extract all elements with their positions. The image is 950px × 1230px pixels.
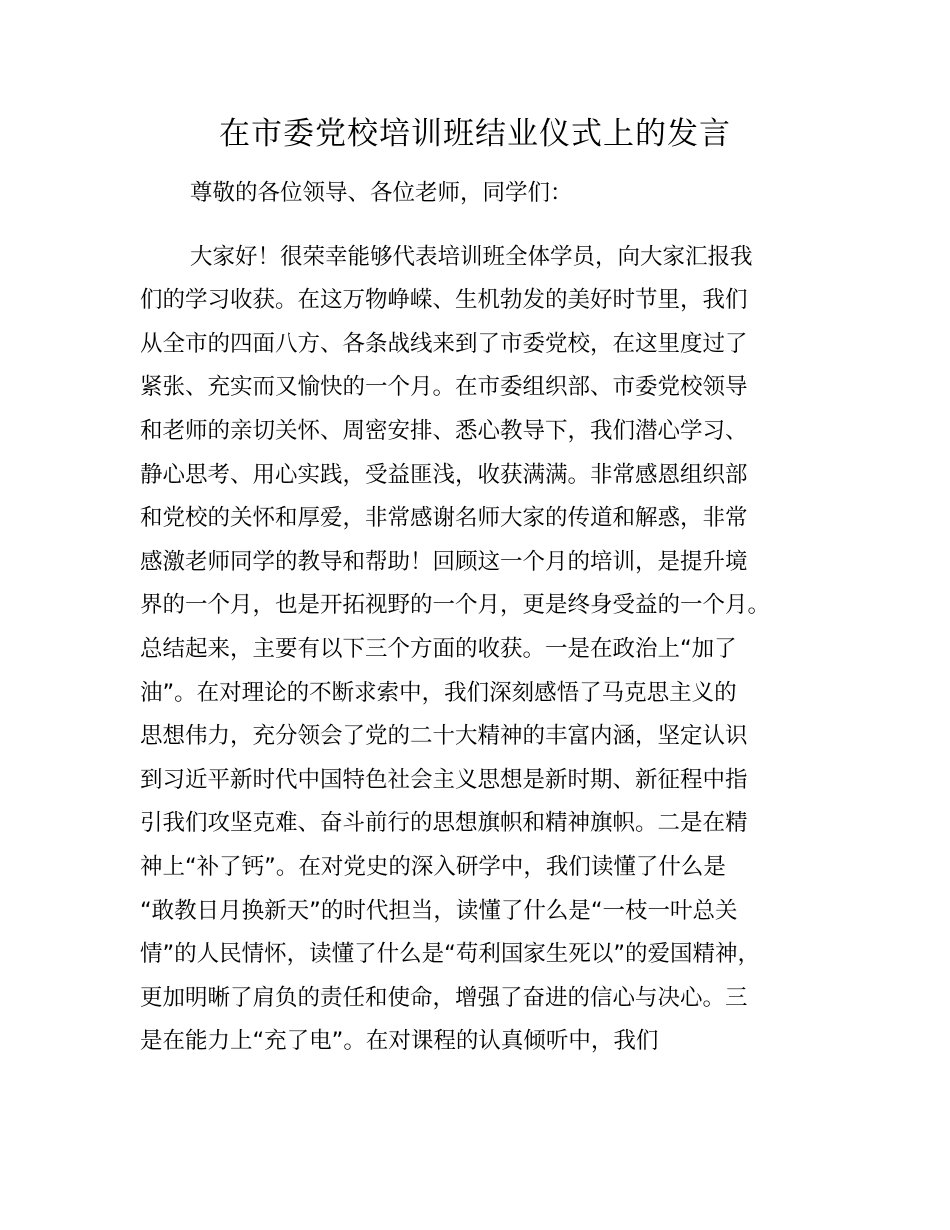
- paragraph-line: 紧张、充实而又愉快的一个月。在市委组织部、市委党校领导: [140, 374, 748, 401]
- paragraph-line: 大家好！很荣幸能够代表培训班全体学员，向大家汇报我: [190, 243, 753, 270]
- paragraph-line: 们的学习收获。在这万物峥嵘、生机勃发的美好时节里，我们: [140, 287, 748, 314]
- paragraph-line: 静心思考、用心实践，受益匪浅，收获满满。非常感恩组织部: [140, 461, 748, 488]
- paragraph-line: 到习近平新时代中国特色社会主义思想是新时期、新征程中指: [140, 766, 748, 793]
- paragraph-line: 是在能力上“充了电”。在对课程的认真倾听中，我们: [140, 1028, 659, 1055]
- main-paragraph: [140, 236, 840, 1064]
- paragraph-line: 更加明晰了肩负的责任和使命，增强了奋进的信心与决心。三: [140, 984, 748, 1011]
- paragraph-line: 感激老师同学的教导和帮助！回顾这一个月的培训，是提升境: [140, 548, 748, 575]
- document-body: [140, 172, 840, 1064]
- paragraph-line: 从全市的四面八方、各条战线来到了市委党校，在这里度过了: [140, 330, 748, 357]
- paragraph-line: 引我们攻坚克难、奋斗前行的思想旗帜和精神旗帜。二是在精: [140, 810, 748, 837]
- paragraph-line: 总结起来，主要有以下三个方面的收获。一是在政治上“加了: [140, 635, 737, 662]
- paragraph-line: 和老师的亲切关怀、周密安排、悉心教导下，我们潜心学习、: [140, 417, 748, 444]
- paragraph-line: 神上“补了钙”。在对党史的深入研学中，我们读懂了什么是: [140, 853, 726, 880]
- paragraph-line: 油”。在对理论的不断求索中，我们深刻感悟了马克思主义的: [140, 679, 737, 706]
- paragraph-line: “敢教日月换新天”的时代担当，读懂了什么是“一枝一叶总关: [140, 897, 738, 924]
- document-title: 在市委党校培训班结业仪式上的发言: [219, 116, 731, 152]
- paragraph-gap: [140, 216, 840, 236]
- paragraph-line: 和党校的关怀和厚爱，非常感谢名师大家的传道和解惑，非常: [140, 505, 748, 532]
- salutation: 尊敬的各位领导、各位老师，同学们：: [190, 180, 573, 206]
- paragraph-line: 思想伟力，充分领会了党的二十大精神的丰富内涵，坚定认识: [140, 723, 748, 750]
- paragraph-line: 界的一个月，也是开拓视野的一个月，更是终身受益的一个月。: [140, 592, 771, 619]
- paragraph-line: 情”的人民情怀，读懂了什么是“苟利国家生死以”的爱国精神，: [140, 941, 760, 968]
